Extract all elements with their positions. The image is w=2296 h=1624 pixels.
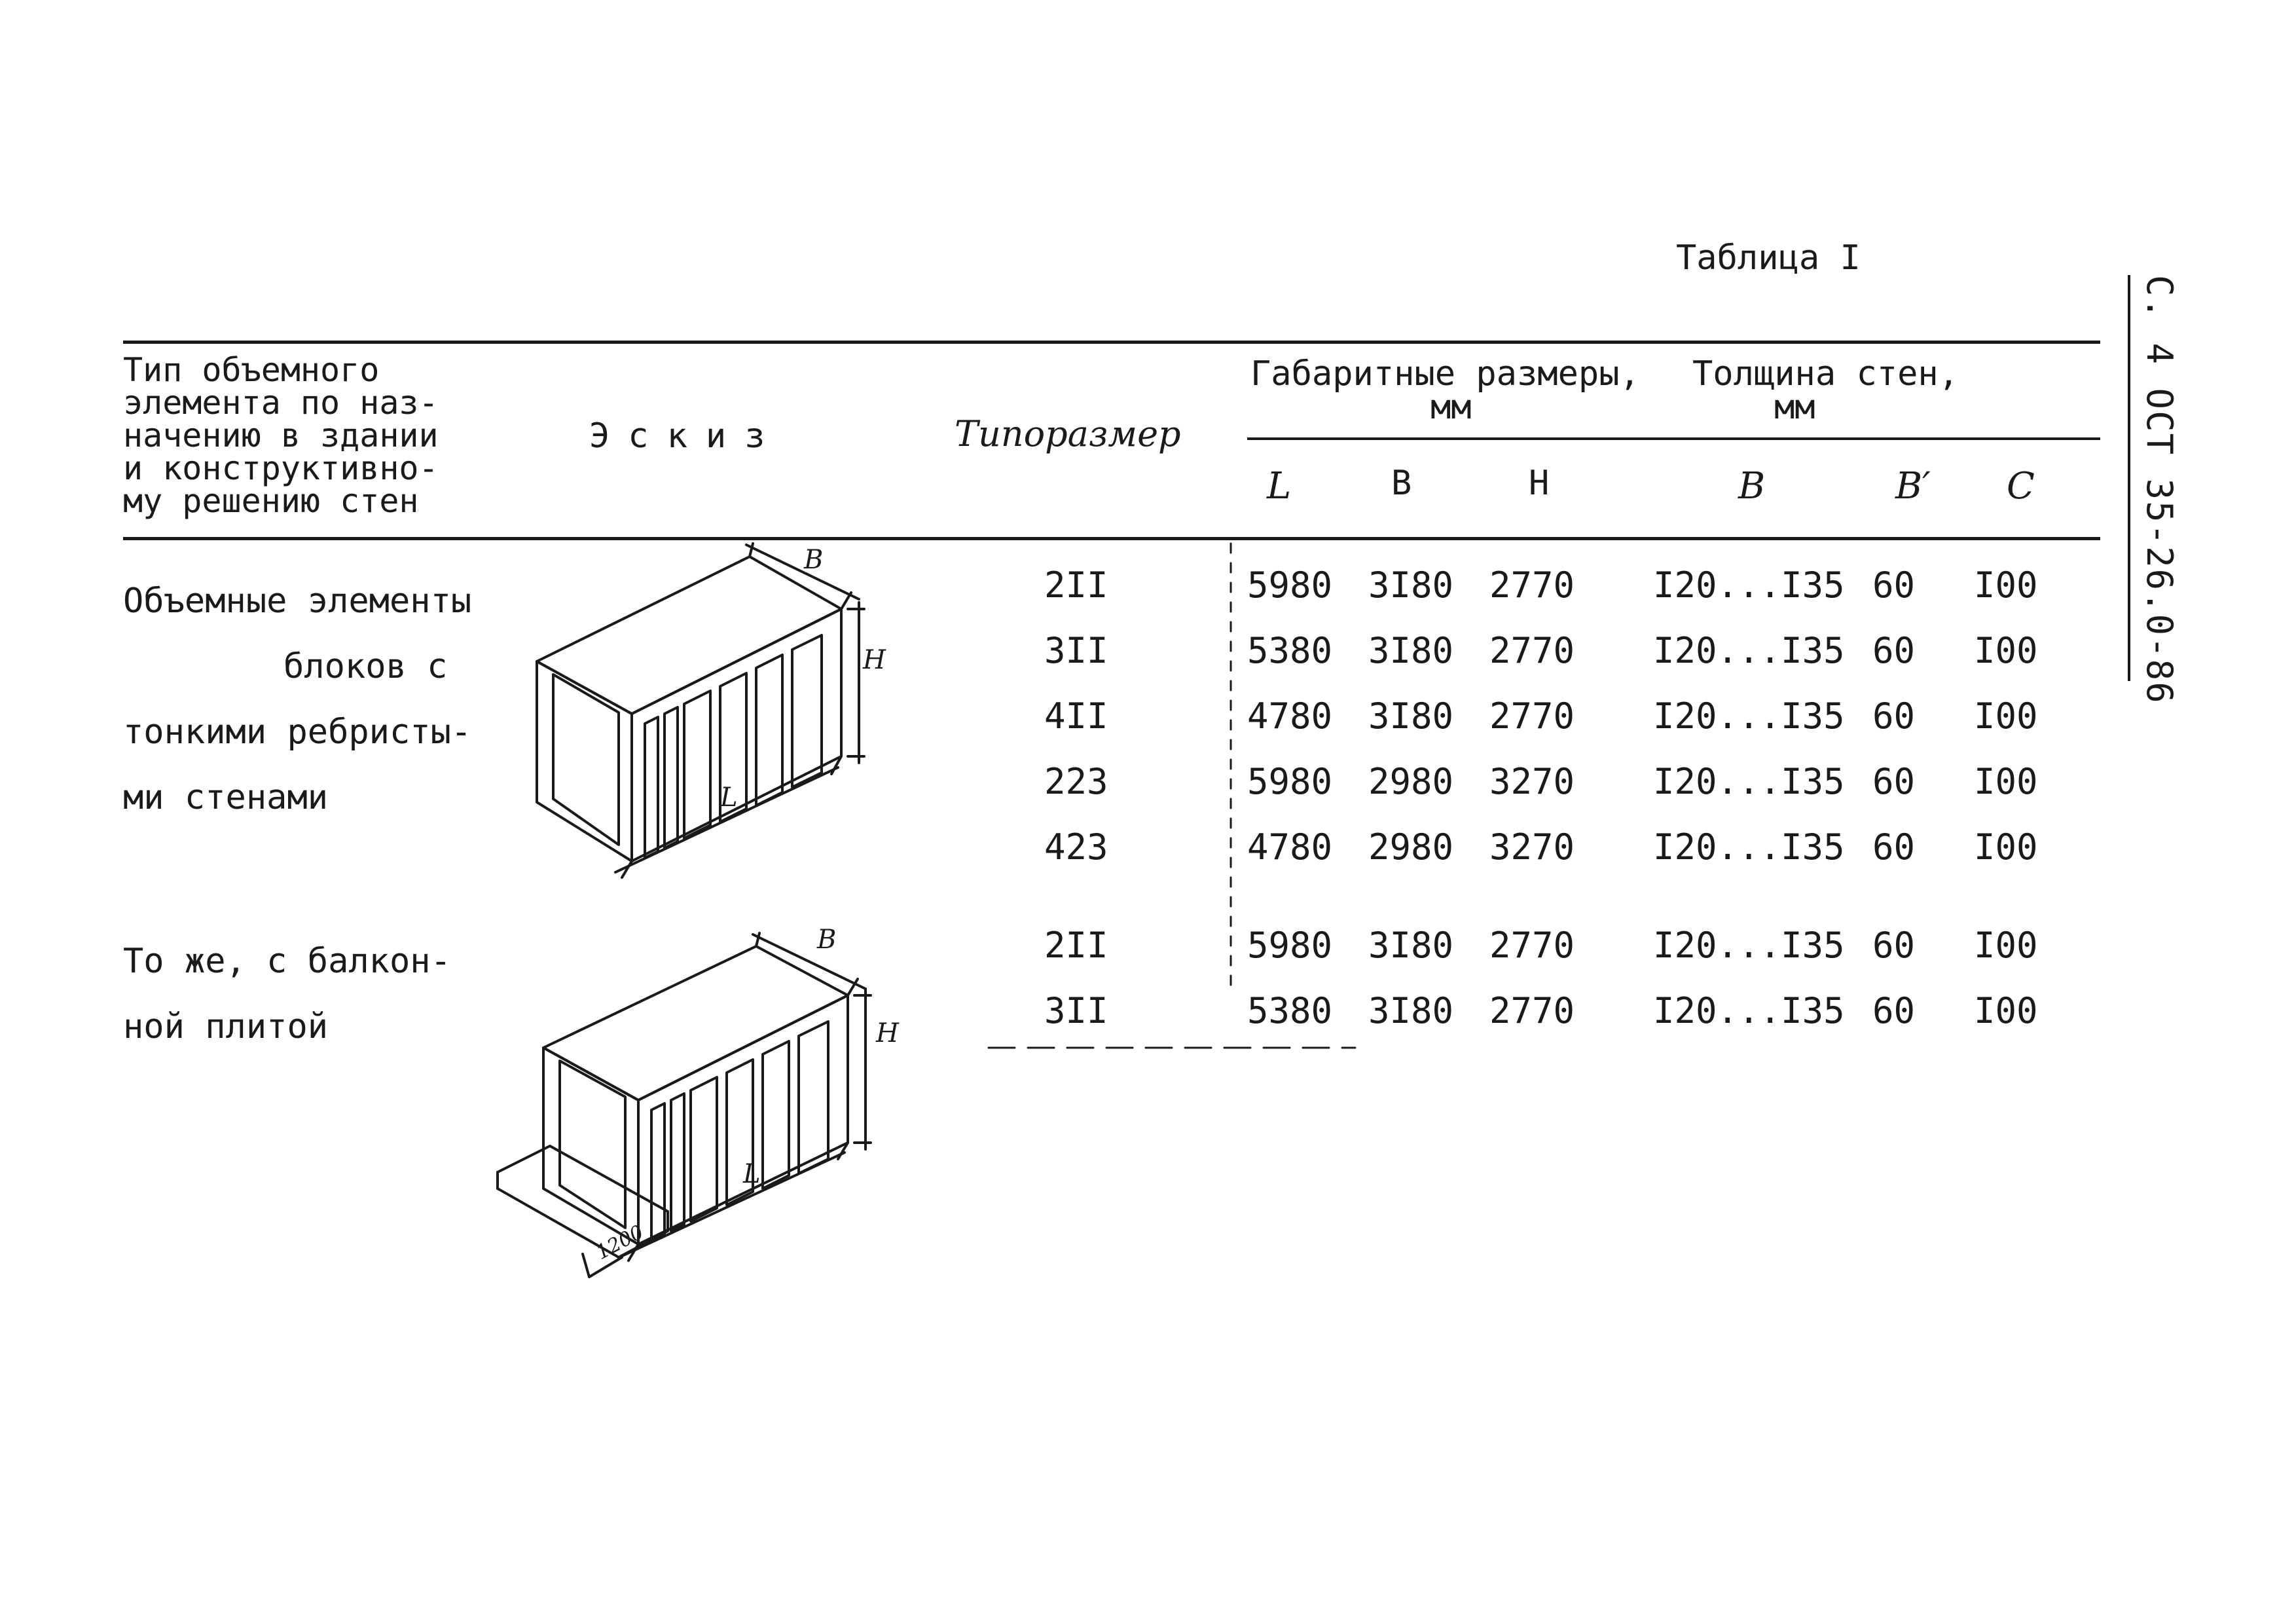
header-sketch: Эскиз [589, 416, 784, 456]
table-row: 3II 5380 3I80 2770 I20...I35 60 I00 [1044, 990, 2038, 1031]
header-element-type: Тип объемного элемента по наз- начению в здании и конструктивно- му решению стен [123, 351, 439, 520]
header-L: L [1267, 465, 1292, 507]
header-wall-thickness-unit: мм [1774, 388, 1815, 427]
sketch1-label-H: Н [863, 645, 886, 675]
header-overall-dimensions: Габаритные размеры, [1250, 354, 1640, 394]
table-top-rule [123, 341, 2100, 344]
header-c: С [2007, 465, 2035, 507]
header-b-prime: В′ [1895, 465, 1931, 507]
group1-name: Объемные элементы блоков с тонкими ребристы- ми стенами [123, 581, 472, 817]
table-row: 4II 4780 3I80 2770 I20...I35 60 I00 [1044, 695, 2038, 737]
sketch2-label-B: В [817, 925, 837, 955]
table-row: 423 4780 2980 3270 I20...I35 60 I00 [1044, 826, 2038, 868]
sketch1-label-L: L [720, 783, 738, 813]
header-b: В [1738, 465, 1766, 507]
header-H: Н [1529, 464, 1550, 503]
table-row: 223 5980 2980 3270 I20...I35 60 I00 [1044, 761, 2038, 802]
sketch-block-thin-ribbed [524, 537, 890, 877]
sketch2-label-L: L [743, 1159, 761, 1189]
group-header-rule [1247, 437, 2100, 440]
table-title: Таблица I [1676, 238, 1861, 278]
header-type-size: Типоразмер [955, 413, 1181, 454]
header-wall-thickness: Толщина стен, [1692, 354, 1959, 394]
sketch2-label-slab: 1200 [592, 1221, 647, 1264]
sketch1-label-B: В [804, 545, 824, 575]
group2-name: То же, с балкон- ной плитой [123, 942, 451, 1046]
sketch-block-with-balcony-slab [491, 897, 910, 1316]
document-side-label: С. 4 ОСТ 35-26.0-86 [2139, 275, 2180, 705]
sketch2-label-H: Н [876, 1018, 899, 1048]
table-row: 2II 5980 3I80 2770 I20...I35 60 I00 [1044, 564, 2038, 606]
table-row: 3II 5380 3I80 2770 I20...I35 60 I00 [1044, 630, 2038, 671]
table-row: 2II 5980 3I80 2770 I20...I35 60 I00 [1044, 925, 2038, 966]
header-overall-dimensions-unit: мм [1430, 388, 1472, 427]
header-B: В [1391, 464, 1412, 503]
header-bottom-rule [123, 537, 2100, 540]
